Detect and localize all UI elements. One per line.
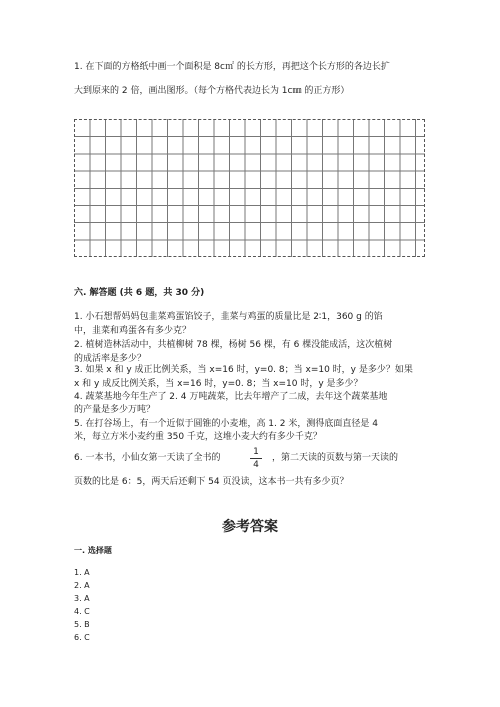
graph-paper-grid [74, 119, 425, 257]
answer-key-title: 参考答案 [222, 519, 278, 535]
answer-item-3: 3. A [74, 594, 90, 603]
answer-item-5: 5. B [74, 620, 90, 629]
fraction-bar [250, 458, 262, 459]
problem-1-line-2: 中，韭菜和鸡蛋各有多少克？ [74, 326, 192, 336]
problem-5-line-2: 米，每立方米小麦约重 350 千克，这堆小麦大约有多少千克？ [74, 432, 322, 442]
question-5-line-1: 1. 在下面的方格纸中画一个面积是 8c㎡ 的长方形，再把这个长方形的各边长扩 [74, 62, 390, 72]
problem-5-line-1: 5. 在打谷场上，有一个近似于圆锥的小麦堆，高 1. 2 米，测得底面直径是 4 [74, 419, 378, 429]
problem-6-line-2: 页数的比是 6：5，两天后还剩下 54 页没读，这本书一共有多少页？ [74, 477, 349, 487]
problem-6-line-1a: 6. 一本书，小仙女第一天读了全书的 [74, 453, 221, 463]
answer-item-1: 1. A [74, 568, 90, 577]
problem-4-line-1: 4. 蔬菜基地今年生产了 2. 4 万吨蔬菜，比去年增产了二成，去年这个蔬菜基地 [74, 392, 388, 402]
problem-4-line-2: 的产量是多少万吨？ [74, 405, 156, 415]
problem-2-line-1: 2. 植树造林活动中，共植柳树 78 棵，杨树 56 棵，有 6 棵没能成活，这次植树 [74, 340, 393, 350]
problem-3-line-1: 3. 如果 x 和 y 成正比例关系，当 x=16 时，y=0. 8；当 x=10 时，y 是多少？如果 [74, 365, 413, 375]
answer-item-2: 2. A [74, 581, 90, 590]
problem-2-line-2: 的成活率是多少？ [74, 354, 147, 364]
problem-1-line-1: 1. 小石想帮妈妈包韭菜鸡蛋馅饺子，韭菜与鸡蛋的质量比是 2∶1，360 g 的馅 [74, 312, 383, 322]
fraction-one-quarter [250, 447, 262, 470]
problem-3-line-2: x 和 y 成反比例关系，当 x=16 时，y=0. 8；当 x=10 时，y 是多少？ [74, 379, 363, 389]
answers-section-heading: 一. 选择题 [74, 546, 112, 555]
answer-item-4: 4. C [74, 607, 90, 616]
fraction-denominator: 4 [253, 460, 259, 470]
question-5-line-2: 大到原来的 2 倍，画出图形。（每个方格代表边长为 1c㎜ 的正方形） [74, 86, 350, 96]
fraction-numerator: 1 [253, 447, 259, 457]
section-6-heading: 六. 解答题 (共 6 题，共 30 分) [74, 288, 205, 298]
answer-item-6: 6. C [74, 633, 90, 642]
problem-6-line-1b: ，第二天读的页数与第一天读的 [272, 453, 399, 463]
